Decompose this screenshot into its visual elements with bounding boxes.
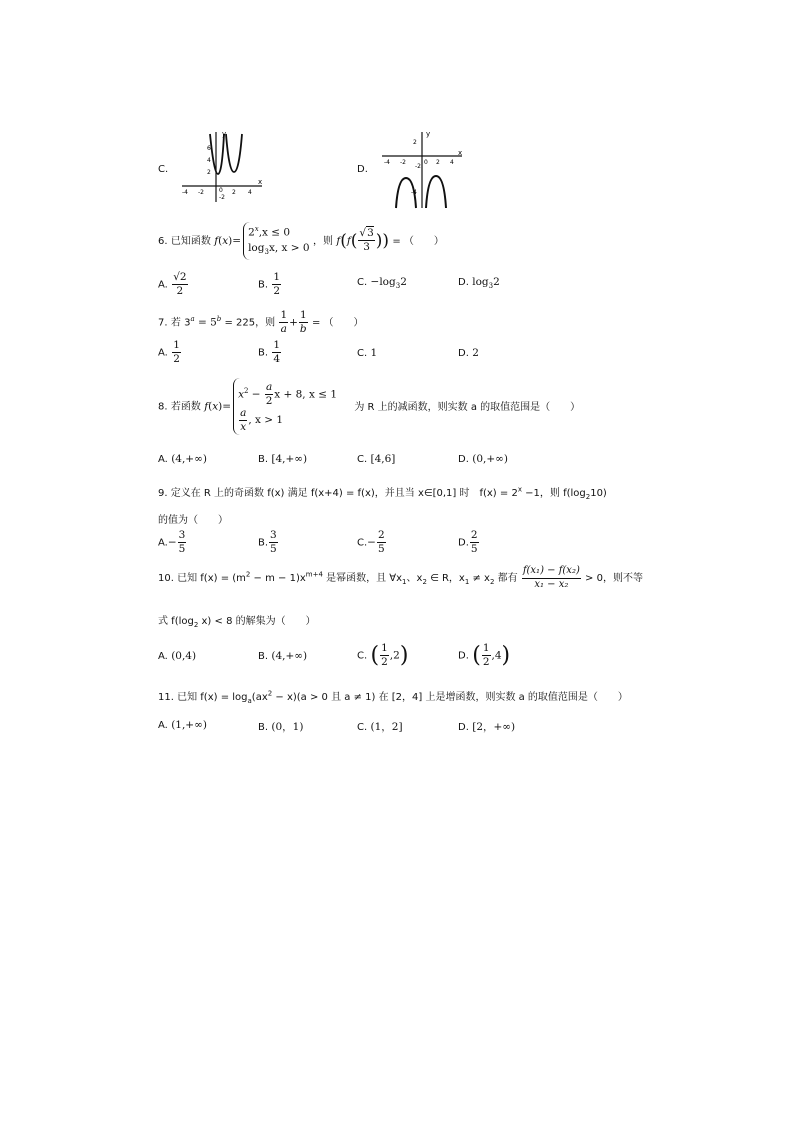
q7-option-a[interactable]: A. $\frac{1}{2}$ xyxy=(158,339,180,366)
q5-graph-c xyxy=(176,128,268,204)
q8-option-a[interactable]: A. (4,+∞) xyxy=(158,453,207,465)
graph-d-xtick: -2 xyxy=(400,159,406,166)
graph-c-neg-ytick: -2 xyxy=(219,194,225,201)
q10-option-c[interactable]: C. ( $\frac{1}{2}$ ,2) xyxy=(357,642,409,669)
graph-d-xtick: -4 xyxy=(384,159,390,166)
graph-d-x-label: x xyxy=(458,149,463,157)
q9-option-a[interactable]: A.− $\frac{3}{5}$ xyxy=(158,529,186,556)
q6-stem: 6. 已知函数 f(x)= $2^x,x \le 0$ $\log_3x$, x > 0 ，则 f(f( $\frac{√3}{3}$ )) = （ ） xyxy=(158,222,444,260)
q5-graph-d xyxy=(378,128,470,210)
graph-d-ytick-bottom: -4 xyxy=(411,189,417,196)
q8-option-b[interactable]: B. [4,+∞) xyxy=(258,453,308,465)
q10-stem-line2: 式 $f(\log_2$ x) < 8 的解集为（ ） xyxy=(158,616,316,629)
q5-option-d-label: D. xyxy=(357,164,368,175)
q9-stem-line2: 的值为（ ） xyxy=(158,515,228,526)
q10-option-a[interactable]: A. (0,4) xyxy=(158,650,197,662)
q6-fraction: $\frac{√3}{3}$ xyxy=(359,227,374,254)
graph-c-xtick: 0 xyxy=(219,187,223,194)
q6-option-b[interactable]: B. $\frac{1}{2}$ xyxy=(258,271,281,298)
q6-option-d[interactable]: D. $\log_32$ xyxy=(458,276,500,291)
q7-option-b[interactable]: B. $\frac{1}{4}$ xyxy=(258,339,281,366)
graph-c-xtick: 4 xyxy=(248,189,252,196)
q6-cases: $2^x,x \le 0$ $\log_3x$, x > 0 xyxy=(243,222,310,260)
graph-d-xtick: 2 xyxy=(436,159,440,166)
graph-c-x-label: x xyxy=(258,178,263,186)
q7-stem: 7. 若 $3^a = 5^b = 225$，则 $\frac{1}{a}$ + $\frac{1}{b}$ = （ ） xyxy=(158,309,364,336)
graph-c-xtick: 2 xyxy=(232,189,236,196)
q10-stem-line1: 10. 已知 $f(x) = (m^2 - m - 1)x^{m+4}$ 是幂函数，且 $\forall x_1$、$x_2$ ∈ R，$x_1 \ne x_2$ 都有 $\frac{\text{f(x₁) − f(x₂)}}{\text{x₁ − x₂}}$ > 0，则不等 xyxy=(158,565,643,590)
q9-stem-line1: 9. 定义在 R 上的奇函数 f(x) 满足 f(x+4) = f(x)，并且当 x∈[0,1] 时 $f(x) = 2^x -1$，则 $f(\log_210)$ xyxy=(158,485,607,501)
q5-option-c-label: C. xyxy=(158,164,169,175)
graph-c-xtick: -4 xyxy=(182,189,188,196)
graph-d-curve-right xyxy=(426,176,446,208)
graph-c-ytick: 2 xyxy=(207,169,211,176)
q7-option-d[interactable]: D. 2 xyxy=(458,347,479,359)
graph-c-curve-right xyxy=(226,134,242,172)
q11-option-d[interactable]: D. [2，+∞) xyxy=(458,721,516,733)
graph-d-ytick-top: 2 xyxy=(413,139,417,146)
q11-stem: 11. 已知 $f(x) = \log_a(ax^2 - x)(a > 0$ 且 a ≠ 1) 在 [2，4] 上是增函数，则实数 a 的取值范围是（ ） xyxy=(158,689,628,705)
q10-option-b[interactable]: B. (4,+∞) xyxy=(258,650,308,662)
graph-d-xtick: 0 xyxy=(424,159,428,166)
q6-option-a[interactable]: A. $\frac{√2}{2}$ xyxy=(158,271,187,298)
q8-cases: $x^2$ − $\frac{a}{2}$ x + 8, x ≤ 1 $\frac{a}{x}$ , x > 1 xyxy=(233,378,337,435)
q9-option-d[interactable]: D. $\frac{2}{5}$ xyxy=(458,529,478,556)
graph-c-curve-left xyxy=(210,134,224,174)
graph-d-xtick: 4 xyxy=(450,159,454,166)
q9-option-c[interactable]: C.− $\frac{2}{5}$ xyxy=(357,529,385,556)
q6-number: 6. xyxy=(158,235,168,247)
graph-c-ytick: 4 xyxy=(207,157,211,164)
q8-stem: 8. 若函数 f(x)= $x^2$ − $\frac{a}{2}$ x + 8, x ≤ 1 $\frac{a}{x}$ , x > 1 为 R 上的减函数，则实数 a 的取值范围是（ ） xyxy=(158,378,580,435)
q10-fraction: $\frac{\text{f(x₁) − f(x₂)}}{\text{x₁ − x₂}}$ xyxy=(522,565,580,590)
q11-option-c[interactable]: C. (1，2] xyxy=(357,721,403,733)
graph-d-y-label: y xyxy=(426,130,431,138)
q7-option-c[interactable]: C. 1 xyxy=(357,347,378,359)
q6-option-c[interactable]: C. $-\log_32$ xyxy=(357,276,407,291)
q8-option-d[interactable]: D. (0,+∞) xyxy=(458,453,508,465)
graph-c-y-label: y xyxy=(222,130,227,138)
q6-prefix: 已知函数 xyxy=(170,235,211,247)
graph-c-ytick: 6 xyxy=(207,145,211,152)
q11-option-b[interactable]: B. (0，1) xyxy=(258,721,304,733)
q11-option-a[interactable]: A. (1,+∞) xyxy=(158,719,207,731)
q9-option-b[interactable]: B. $\frac{3}{5}$ xyxy=(258,529,277,556)
graph-c-xtick: -2 xyxy=(198,189,204,196)
q10-option-d[interactable]: D. ( $\frac{1}{2}$ ,4) xyxy=(458,642,511,669)
graph-d-neg-ytick: -2 xyxy=(415,163,421,170)
q8-option-c[interactable]: C. [4,6] xyxy=(357,453,396,465)
